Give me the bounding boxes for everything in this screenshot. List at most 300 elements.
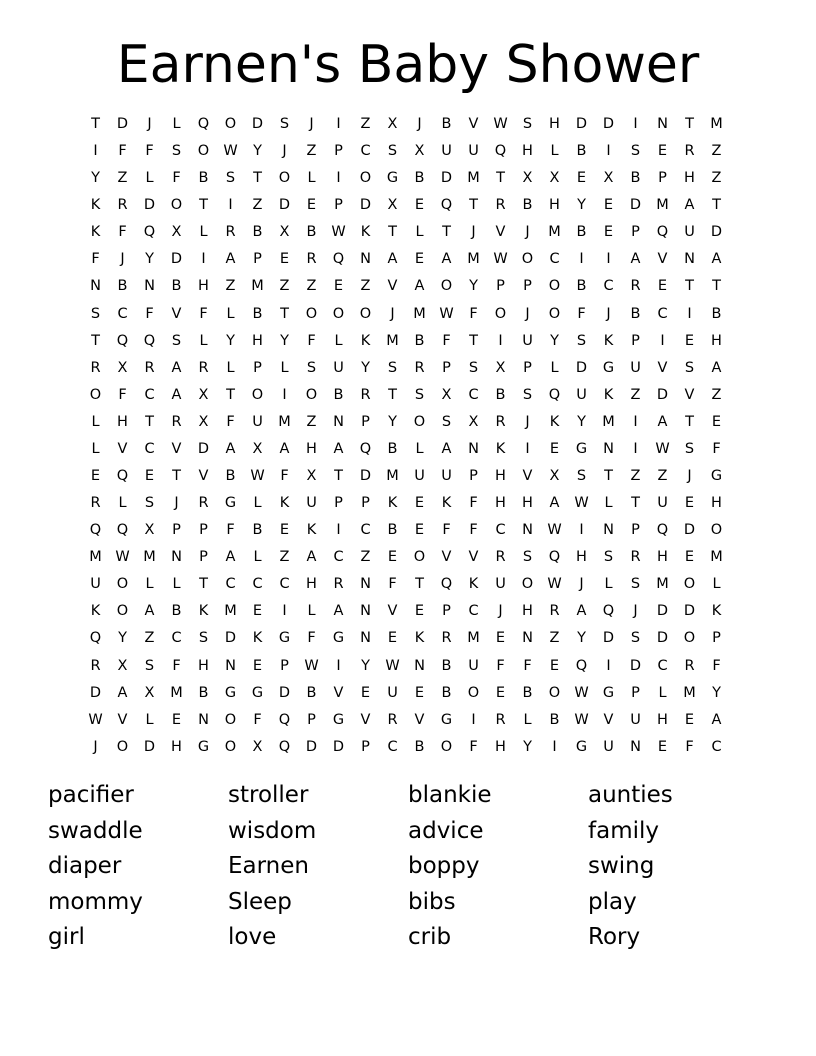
grid-letter: J <box>471 224 476 241</box>
grid-letter: V <box>603 711 614 728</box>
grid-letter: P <box>523 359 532 376</box>
grid-letter: S <box>630 630 641 647</box>
grid-letter: Q <box>197 116 210 132</box>
grid-letter: F <box>199 305 208 322</box>
grid-letter: U <box>630 711 641 728</box>
grid-letter: L <box>307 603 316 620</box>
grid-letter: W <box>304 657 319 674</box>
grid-letter: O <box>170 197 183 214</box>
grid-letter: O <box>224 711 237 728</box>
grid-letter: Y <box>388 413 397 430</box>
grid-letter: K <box>198 603 209 620</box>
grid-letter: H <box>522 143 533 160</box>
grid-letter: P <box>334 197 343 214</box>
page-title: Earnen's Baby Shower <box>116 35 700 95</box>
grid-letter: O <box>305 386 318 403</box>
grid-letter: L <box>307 170 316 187</box>
grid-letter: B <box>414 170 425 187</box>
grid-letter: I <box>93 143 98 160</box>
grid-letter: A <box>117 684 128 701</box>
grid-letter: Z <box>279 549 290 566</box>
grid-letter: Q <box>575 657 588 674</box>
grid-letter: B <box>414 332 425 349</box>
grid-letter: N <box>225 657 236 674</box>
grid-letter: E <box>603 224 614 241</box>
grid-letter: L <box>550 143 559 160</box>
grid-letter: I <box>579 251 584 268</box>
word-list-item: girl <box>48 924 85 951</box>
grid-letter: K <box>387 495 398 512</box>
grid-letter: D <box>143 738 156 755</box>
grid-letter: E <box>252 657 263 674</box>
grid-letter: A <box>279 440 290 457</box>
grid-letter: W <box>439 305 454 322</box>
grid-letter: Y <box>577 630 586 647</box>
grid-letter: F <box>388 576 397 593</box>
grid-letter: X <box>387 197 398 214</box>
grid-letter: S <box>522 549 533 566</box>
grid-letter: V <box>684 386 695 403</box>
grid-letter: B <box>576 224 587 241</box>
grid-letter: P <box>496 278 505 295</box>
grid-letter: B <box>387 522 398 539</box>
word-list-item: Earnen <box>228 853 309 880</box>
grid-letter: R <box>630 549 641 566</box>
grid-letter: I <box>282 603 287 620</box>
grid-letter: D <box>89 684 102 701</box>
grid-letter: J <box>174 495 179 512</box>
grid-letter: F <box>469 738 478 755</box>
word-list-item: bibs <box>408 888 456 915</box>
grid-letter: H <box>549 116 560 132</box>
grid-letter: N <box>468 440 479 457</box>
grid-letter: E <box>144 468 155 485</box>
grid-letter: E <box>603 197 614 214</box>
grid-letter: L <box>145 576 154 593</box>
grid-letter: S <box>306 359 317 376</box>
grid-letter: N <box>657 116 668 132</box>
grid-letter: R <box>495 549 506 566</box>
grid-letter: B <box>441 116 452 132</box>
grid-letter: G <box>602 684 615 701</box>
grid-letter: Y <box>469 278 478 295</box>
grid-letter: T <box>496 170 505 187</box>
grid-letter: R <box>90 657 101 674</box>
grid-letter: S <box>387 359 398 376</box>
grid-letter: K <box>360 332 371 349</box>
grid-letter: Z <box>360 116 371 132</box>
grid-letter: V <box>117 440 128 457</box>
grid-letter: M <box>656 576 669 593</box>
word-list-item: pacifier <box>48 782 134 808</box>
grid-letter: E <box>495 684 506 701</box>
grid-letter: K <box>441 495 452 512</box>
grid-letter: E <box>711 413 722 430</box>
grid-letter: A <box>711 251 722 268</box>
grid-letter: R <box>117 197 128 214</box>
grid-letter: K <box>279 495 290 512</box>
grid-letter: Q <box>116 522 129 539</box>
grid-letter: J <box>633 603 638 620</box>
grid-letter: D <box>629 197 642 214</box>
grid-letter: P <box>442 603 451 620</box>
grid-letter: L <box>226 359 235 376</box>
grid-letter: W <box>574 711 589 728</box>
grid-letter: Y <box>712 684 721 701</box>
grid-letter: L <box>334 332 343 349</box>
grid-letter: X <box>117 657 128 674</box>
grid-letter: I <box>336 116 341 132</box>
grid-letter: T <box>685 116 694 132</box>
grid-letter: X <box>549 170 560 187</box>
grid-letter: S <box>414 386 425 403</box>
grid-letter: C <box>117 305 128 322</box>
grid-letter: X <box>171 224 182 241</box>
word-list-item: advice <box>408 817 484 844</box>
grid-letter: H <box>711 332 722 349</box>
grid-letter: Y <box>361 657 370 674</box>
grid-letter: C <box>495 522 506 539</box>
grid-letter: A <box>333 603 344 620</box>
grid-letter: T <box>712 197 721 214</box>
grid-letter: H <box>198 657 209 674</box>
grid-letter: F <box>685 738 694 755</box>
grid-letter: I <box>498 332 503 349</box>
grid-letter: T <box>91 332 100 349</box>
grid-letter: C <box>711 738 722 755</box>
grid-letter: Y <box>118 630 127 647</box>
word-list <box>48 777 768 955</box>
grid-letter: I <box>282 386 287 403</box>
grid-letter: E <box>549 657 560 674</box>
grid-letter: E <box>414 603 425 620</box>
grid-letter: H <box>117 413 128 430</box>
grid-letter: X <box>144 522 155 539</box>
grid-letter: Z <box>360 549 371 566</box>
grid-letter: R <box>144 359 155 376</box>
grid-letter: V <box>387 278 398 295</box>
grid-letter: F <box>145 143 154 160</box>
grid-letter: R <box>549 603 560 620</box>
grid-letter: O <box>710 522 723 539</box>
grid-letter: R <box>684 143 695 160</box>
grid-letter: P <box>361 495 370 512</box>
grid-letter: Z <box>252 197 263 214</box>
grid-letter: U <box>603 738 614 755</box>
grid-letter: Q <box>359 440 372 457</box>
grid-letter: B <box>333 386 344 403</box>
grid-letter: T <box>172 468 181 485</box>
word-list-item: diaper <box>48 853 122 880</box>
grid-letter: L <box>604 495 613 512</box>
grid-letter: S <box>441 413 452 430</box>
grid-letter: D <box>278 197 291 214</box>
grid-letter: D <box>602 116 615 132</box>
grid-letter: D <box>683 603 696 620</box>
grid-letter: D <box>683 522 696 539</box>
grid-letter: F <box>469 305 478 322</box>
grid-letter: I <box>336 170 341 187</box>
grid-letter: D <box>224 630 237 647</box>
grid-letter: P <box>523 278 532 295</box>
grid-letter: D <box>332 738 345 755</box>
grid-letter: N <box>603 522 614 539</box>
grid-letter: A <box>549 495 560 512</box>
grid-letter: J <box>309 116 314 132</box>
grid-letter: X <box>549 468 560 485</box>
grid-letter: J <box>606 305 611 322</box>
grid-letter: H <box>711 495 722 512</box>
grid-letter: Q <box>548 386 561 403</box>
grid-letter: N <box>684 251 695 268</box>
grid-letter: H <box>657 711 668 728</box>
grid-letter: O <box>224 738 237 755</box>
grid-letter: T <box>145 413 154 430</box>
grid-letter: V <box>468 116 479 132</box>
grid-letter: V <box>117 711 128 728</box>
grid-letter: A <box>711 359 722 376</box>
grid-letter: D <box>656 603 669 620</box>
grid-letter: Q <box>440 576 453 593</box>
grid-letter: Q <box>602 603 615 620</box>
word-list-item: Rory <box>588 924 641 951</box>
grid-letter: S <box>279 116 290 132</box>
grid-letter: F <box>91 251 100 268</box>
grid-letter: T <box>469 332 478 349</box>
grid-letter: B <box>576 278 587 295</box>
grid-letter: L <box>658 684 667 701</box>
grid-letter: H <box>495 495 506 512</box>
grid-letter: O <box>278 170 291 187</box>
grid-letter: O <box>683 630 696 647</box>
grid-letter: R <box>90 495 101 512</box>
grid-letter: I <box>201 251 206 268</box>
grid-letter: F <box>118 224 127 241</box>
grid-letter: K <box>90 603 101 620</box>
grid-letter: C <box>144 386 155 403</box>
grid-letter: T <box>280 305 289 322</box>
grid-letter: O <box>548 278 561 295</box>
grid-letter: F <box>469 522 478 539</box>
grid-letter: V <box>522 468 533 485</box>
grid-letter: O <box>359 305 372 322</box>
grid-letter: N <box>360 251 371 268</box>
grid-letter: U <box>468 657 479 674</box>
grid-letter: B <box>630 305 641 322</box>
grid-letter: F <box>712 440 721 457</box>
grid-letter: Z <box>657 468 668 485</box>
grid-letter: C <box>468 386 479 403</box>
grid-letter: L <box>523 711 532 728</box>
grid-letter: U <box>252 413 263 430</box>
grid-letter: D <box>251 116 264 132</box>
grid-letter: Q <box>440 197 453 214</box>
grid-letter: P <box>469 468 478 485</box>
grid-letter: C <box>279 576 290 593</box>
grid-letter: O <box>332 305 345 322</box>
grid-letter: Z <box>711 386 722 403</box>
grid-letter: L <box>415 440 424 457</box>
grid-letter: G <box>197 738 210 755</box>
letter-grid <box>82 111 730 761</box>
grid-letter: S <box>522 386 533 403</box>
grid-letter: B <box>252 522 263 539</box>
grid-letter: A <box>441 251 452 268</box>
grid-letter: N <box>333 413 344 430</box>
grid-letter: U <box>414 468 425 485</box>
grid-letter: E <box>414 522 425 539</box>
grid-letter: O <box>440 278 453 295</box>
grid-letter: J <box>525 413 530 430</box>
grid-letter: Q <box>494 143 507 160</box>
word-list-item: wisdom <box>228 817 317 844</box>
grid-letter: G <box>575 440 588 457</box>
grid-letter: S <box>171 143 182 160</box>
grid-letter: D <box>602 630 615 647</box>
grid-letter: D <box>116 116 129 132</box>
grid-letter: B <box>306 224 317 241</box>
grid-letter: E <box>333 278 344 295</box>
grid-letter: C <box>387 738 398 755</box>
grid-letter: P <box>253 359 262 376</box>
grid-letter: H <box>306 440 317 457</box>
grid-letter: K <box>306 522 317 539</box>
grid-letter: A <box>171 359 182 376</box>
grid-letter: Z <box>144 630 155 647</box>
grid-letter: V <box>333 684 344 701</box>
grid-letter: N <box>90 278 101 295</box>
grid-letter: W <box>547 522 562 539</box>
grid-letter: S <box>576 332 587 349</box>
grid-letter: U <box>495 576 506 593</box>
grid-letter: I <box>525 440 530 457</box>
grid-letter: E <box>657 738 668 755</box>
grid-letter: O <box>116 576 129 593</box>
grid-letter: E <box>171 711 182 728</box>
word-list-item: aunties <box>588 782 673 808</box>
grid-letter: E <box>306 197 317 214</box>
grid-letter: M <box>386 468 399 485</box>
grid-letter: Q <box>89 630 102 647</box>
grid-letter: U <box>441 143 452 160</box>
grid-letter: U <box>387 684 398 701</box>
grid-letter: T <box>334 468 343 485</box>
grid-letter: V <box>441 549 452 566</box>
grid-letter: Q <box>332 251 345 268</box>
grid-letter: M <box>683 684 696 701</box>
grid-letter: B <box>171 603 182 620</box>
grid-letter: L <box>550 359 559 376</box>
grid-letter: R <box>684 657 695 674</box>
grid-letter: E <box>684 495 695 512</box>
grid-letter: K <box>360 224 371 241</box>
grid-letter: M <box>224 603 237 620</box>
grid-letter: C <box>468 603 479 620</box>
grid-letter: C <box>171 630 182 647</box>
grid-letter: G <box>278 630 291 647</box>
grid-letter: E <box>549 440 560 457</box>
grid-letter: I <box>633 440 638 457</box>
grid-letter: R <box>414 359 425 376</box>
grid-letter: J <box>93 738 98 755</box>
grid-letter: O <box>521 251 534 268</box>
grid-letter: E <box>252 603 263 620</box>
grid-letter: X <box>252 440 263 457</box>
grid-letter: F <box>307 630 316 647</box>
grid-letter: L <box>172 116 181 132</box>
grid-letter: S <box>522 116 533 132</box>
grid-letter: B <box>117 278 128 295</box>
grid-letter: U <box>684 224 695 241</box>
grid-letter: O <box>305 305 318 322</box>
grid-letter: O <box>89 386 102 403</box>
grid-letter: A <box>414 278 425 295</box>
grid-letter: B <box>414 738 425 755</box>
grid-letter: S <box>144 495 155 512</box>
grid-letter: C <box>657 657 668 674</box>
grid-letter: E <box>414 251 425 268</box>
grid-letter: M <box>467 251 480 268</box>
grid-letter: R <box>333 576 344 593</box>
grid-letter: X <box>306 468 317 485</box>
grid-letter: G <box>332 630 345 647</box>
grid-letter: M <box>656 197 669 214</box>
grid-letter: P <box>307 711 316 728</box>
grid-letter: G <box>386 170 399 187</box>
grid-letter: K <box>90 224 101 241</box>
grid-letter: U <box>90 576 101 593</box>
grid-letter: Z <box>360 278 371 295</box>
grid-letter: Q <box>116 332 129 349</box>
word-list-item: play <box>588 888 637 915</box>
grid-letter: O <box>116 603 129 620</box>
grid-letter: A <box>657 413 668 430</box>
grid-letter: F <box>496 657 505 674</box>
grid-letter: M <box>251 278 264 295</box>
grid-letter: I <box>336 522 341 539</box>
grid-letter: B <box>522 684 533 701</box>
grid-letter: J <box>417 116 422 132</box>
grid-letter: Z <box>630 386 641 403</box>
grid-letter: I <box>471 711 476 728</box>
grid-letter: M <box>467 630 480 647</box>
grid-letter: B <box>630 170 641 187</box>
grid-letter: M <box>170 684 183 701</box>
grid-letter: V <box>657 251 668 268</box>
word-list-item: boppy <box>408 853 480 880</box>
grid-letter: I <box>228 197 233 214</box>
grid-letter: O <box>224 116 237 132</box>
grid-letter: P <box>631 684 640 701</box>
grid-letter: S <box>630 576 641 593</box>
grid-letter: R <box>225 224 236 241</box>
grid-letter: P <box>199 522 208 539</box>
grid-letter: I <box>552 738 557 755</box>
grid-letter: U <box>522 332 533 349</box>
grid-letter: F <box>118 386 127 403</box>
grid-letter: K <box>603 332 614 349</box>
word-list-item: swing <box>588 853 655 880</box>
grid-letter: P <box>631 224 640 241</box>
grid-letter: B <box>441 684 452 701</box>
grid-letter: V <box>468 549 479 566</box>
grid-letter: M <box>710 116 723 132</box>
grid-letter: P <box>658 170 667 187</box>
grid-letter: T <box>91 116 100 132</box>
grid-letter: T <box>604 468 613 485</box>
grid-letter: O <box>494 305 507 322</box>
grid-letter: Y <box>550 332 559 349</box>
